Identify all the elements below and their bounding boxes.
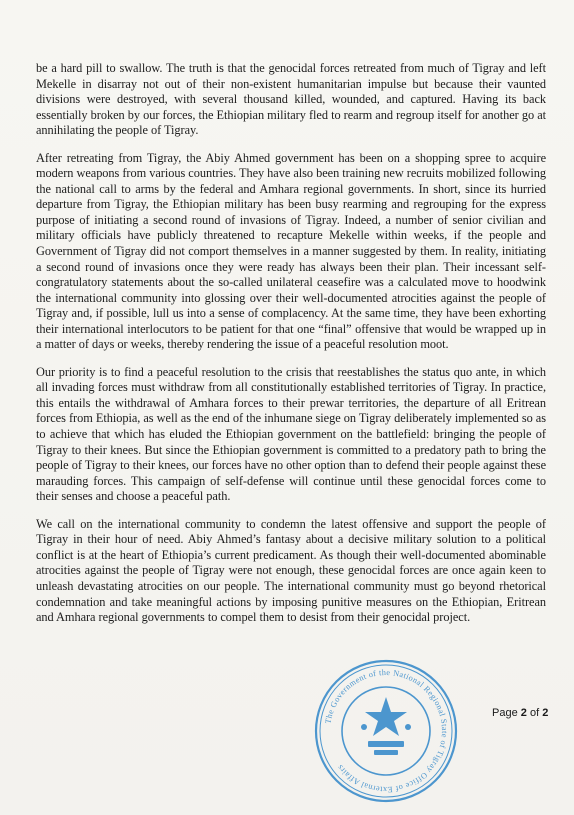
- paragraph-1: be a hard pill to swallow. The truth is that the genocidal forces retreated from much of Tigray and left Mekelle in disarray not out of their non-existent humanitarian impulse but because their vaunted divisions were destroyed, with several thousand killed, wounded, and captured. Having its back essentially broken by our forces, the Ethiopian military fled to rearm and regroup itself for another go at annihilating the people of Tigray.: [36, 61, 546, 138]
- stamp-ring-text: The Government of the National Regional State of Tigray Office of External Affairs: [323, 667, 450, 795]
- letter-body: [36, 61, 546, 638]
- page-number: Page 2 of 2: [492, 707, 549, 719]
- paragraph-4: We call on the international community to condemn the latest offensive and support the people of Tigray in their hour of need. Abiy Ahmed’s fantasy about a decisive military solution to a political conflict is at the heart of Ethiopia’s current predicament. As though their well-documented abominable atrocities against the people of Tigray were not enough, these genocidal forces are once again keen to unleash devastating atrocities on our people. The international community must go beyond rhetorical condemnation and take meaningful actions by imposing punitive measures on the Ethiopian, Eritrean and Amhara regional governments to compel them to desist from their genocidal project.: [36, 516, 546, 625]
- official-stamp-icon: [312, 657, 460, 805]
- paragraph-3: Our priority is to find a peaceful resolution to the crisis that reestablishes the status quo ante, in which all invading forces must withdraw from all constitutionally established territories of Tigray. In practice, this entails the withdrawal of Amhara forces to their prewar territories, the departure of all Eritrean forces from Ethiopia, as well as the end of the inhumane siege on Tigray deliberately implemented so as to achieve that which has eluded the Ethiopian government on the battlefield: bringing the people of Tigray to their knees. But since the Ethiopian government is committed to a predatory path to bring the people of Tigray to their knees, our forces have no other option than to defend their people against these marauding forces. This campaign of self-defense will continue until these genocidal forces come to their senses and choose a peaceful path.: [36, 364, 546, 504]
- paragraph-2: After retreating from Tigray, the Abiy Ahmed government has been on a shopping spree to acquire modern weapons from various countries. They have also been training new recruits mobilized following the national call to arms by the federal and Amhara regional governments. In short, since its hurried departure from Tigray, the Ethiopian military has been busy rearming and regrouping for the express purpose of initiating a second round of invasions of Tigray. Indeed, a number of senior civilian and military officials have publicly threatened to recapture Mekelle within weeks, if the people and Government of Tigray did not comport themselves in a manner suggested by them. In reality, initiating a second round of invasions once they were ready has always been their plan. Their incessant self-congratulatory statements about the so-called unilateral ceasefire was a calculated move to hoodwink the international community into glossing over their well-documented atrocities against the people of Tigray and, if possible, lull us into a sense of complacency. At the same time, they have been exhorting their international interlocutors to be patient for that one “final” offensive that would be wrapped up in a matter of days or weeks, thereby rendering the issue of a peaceful resolution moot.: [36, 150, 546, 352]
